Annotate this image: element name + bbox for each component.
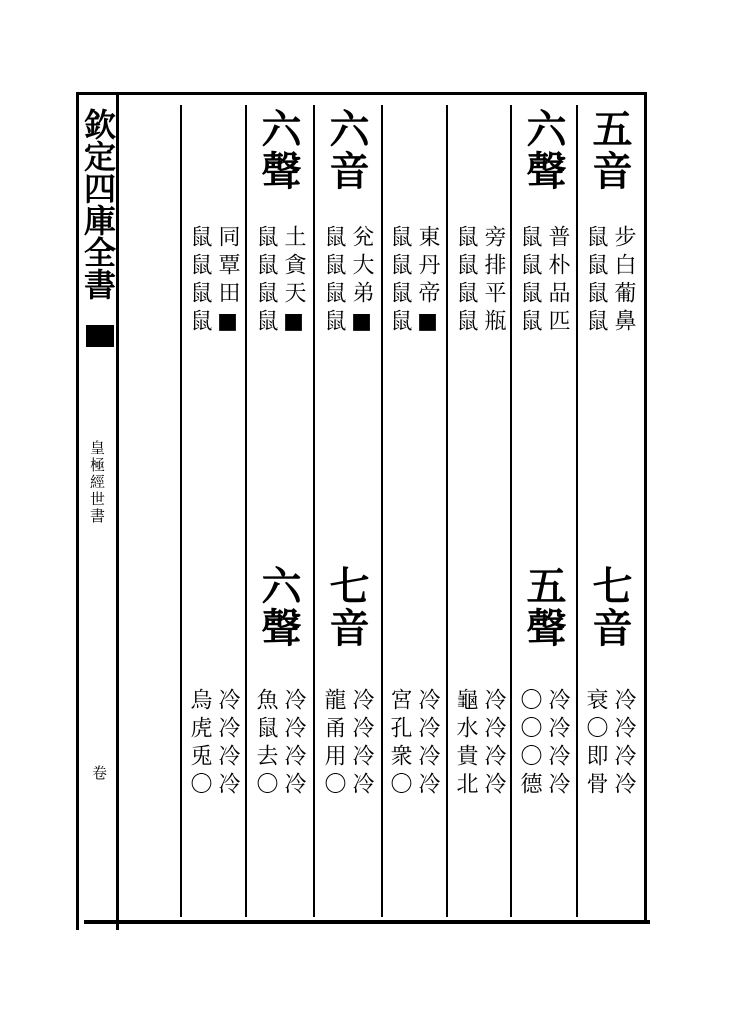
divider-1 [576, 105, 578, 917]
col7-top-line-b: 鼠鼠鼠鼠 [187, 225, 212, 337]
col7-bottom-line-a: 冷冷冷冷 [215, 688, 240, 800]
col4-top-line-b: 鼠鼠鼠鼠 [387, 225, 412, 337]
book-name: 皇極經世書 [88, 440, 106, 525]
col5-top-line-a: 兊大弟■ [349, 225, 374, 340]
right-border [644, 92, 647, 924]
col4-bottom-line-a: 冷冷冷冷 [415, 688, 440, 800]
col6-top-line-a: 土貪天■ [281, 225, 306, 340]
col2-top-line-b: 鼠鼠鼠鼠 [517, 225, 542, 337]
bottom-border [84, 920, 650, 924]
col5-bottom-line-a: 冷冷冷冷 [349, 688, 374, 800]
top-border [76, 92, 646, 95]
col1-top-line-a: 步白葡鼻 [611, 225, 636, 337]
col2-top-heading: 六聲 [520, 108, 567, 192]
col6-bottom-heading: 六聲 [255, 565, 302, 649]
juan-marker: 卷 [90, 765, 108, 782]
divider-2 [510, 105, 512, 917]
col1-bottom-line-a: 冷冷冷冷 [611, 688, 636, 800]
col6-bottom-line-b: 魚鼠去〇 [253, 688, 278, 800]
col2-bottom-heading: 五聲 [520, 565, 567, 649]
col5-bottom-line-b: 龍甬用〇 [321, 688, 346, 800]
col5-bottom-heading: 七音 [323, 565, 370, 649]
col3-bottom-line-a: 冷冷冷冷 [481, 688, 506, 800]
col3-bottom-line-b: 龜水貴北 [453, 688, 478, 800]
divider-3 [446, 105, 448, 917]
col6-top-heading: 六聲 [255, 108, 302, 192]
fishtail-mark [86, 325, 114, 347]
book-title: 欽定四庫全書 [79, 108, 117, 300]
col4-bottom-line-b: 宮孔衆〇 [387, 688, 412, 800]
col2-bottom-line-b: 〇〇〇德 [517, 688, 542, 800]
col6-bottom-line-a: 冷冷冷冷 [281, 688, 306, 800]
col1-top-heading: 五音 [586, 108, 633, 192]
col4-top-line-a: 東丹帝■ [415, 225, 440, 340]
divider-6 [245, 105, 247, 917]
col1-top-line-b: 鼠鼠鼠鼠 [583, 225, 608, 337]
col2-bottom-line-a: 冷冷冷冷 [545, 688, 570, 800]
col7-bottom-line-b: 烏虎兎〇 [187, 688, 212, 800]
col3-top-line-b: 鼠鼠鼠鼠 [453, 225, 478, 337]
col2-top-line-a: 普朴品匹 [545, 225, 570, 337]
col5-top-line-b: 鼠鼠鼠鼠 [321, 225, 346, 337]
divider-7 [180, 105, 182, 917]
col6-top-line-b: 鼠鼠鼠鼠 [253, 225, 278, 337]
divider-5 [313, 105, 315, 917]
col1-bottom-line-b: 衰〇即骨 [583, 688, 608, 800]
col7-top-line-a: 同覃田■ [215, 225, 240, 340]
col1-bottom-heading: 七音 [586, 565, 633, 649]
col3-top-line-a: 旁排平瓶 [481, 225, 506, 337]
col5-top-heading: 六音 [323, 108, 370, 192]
divider-4 [381, 105, 383, 917]
